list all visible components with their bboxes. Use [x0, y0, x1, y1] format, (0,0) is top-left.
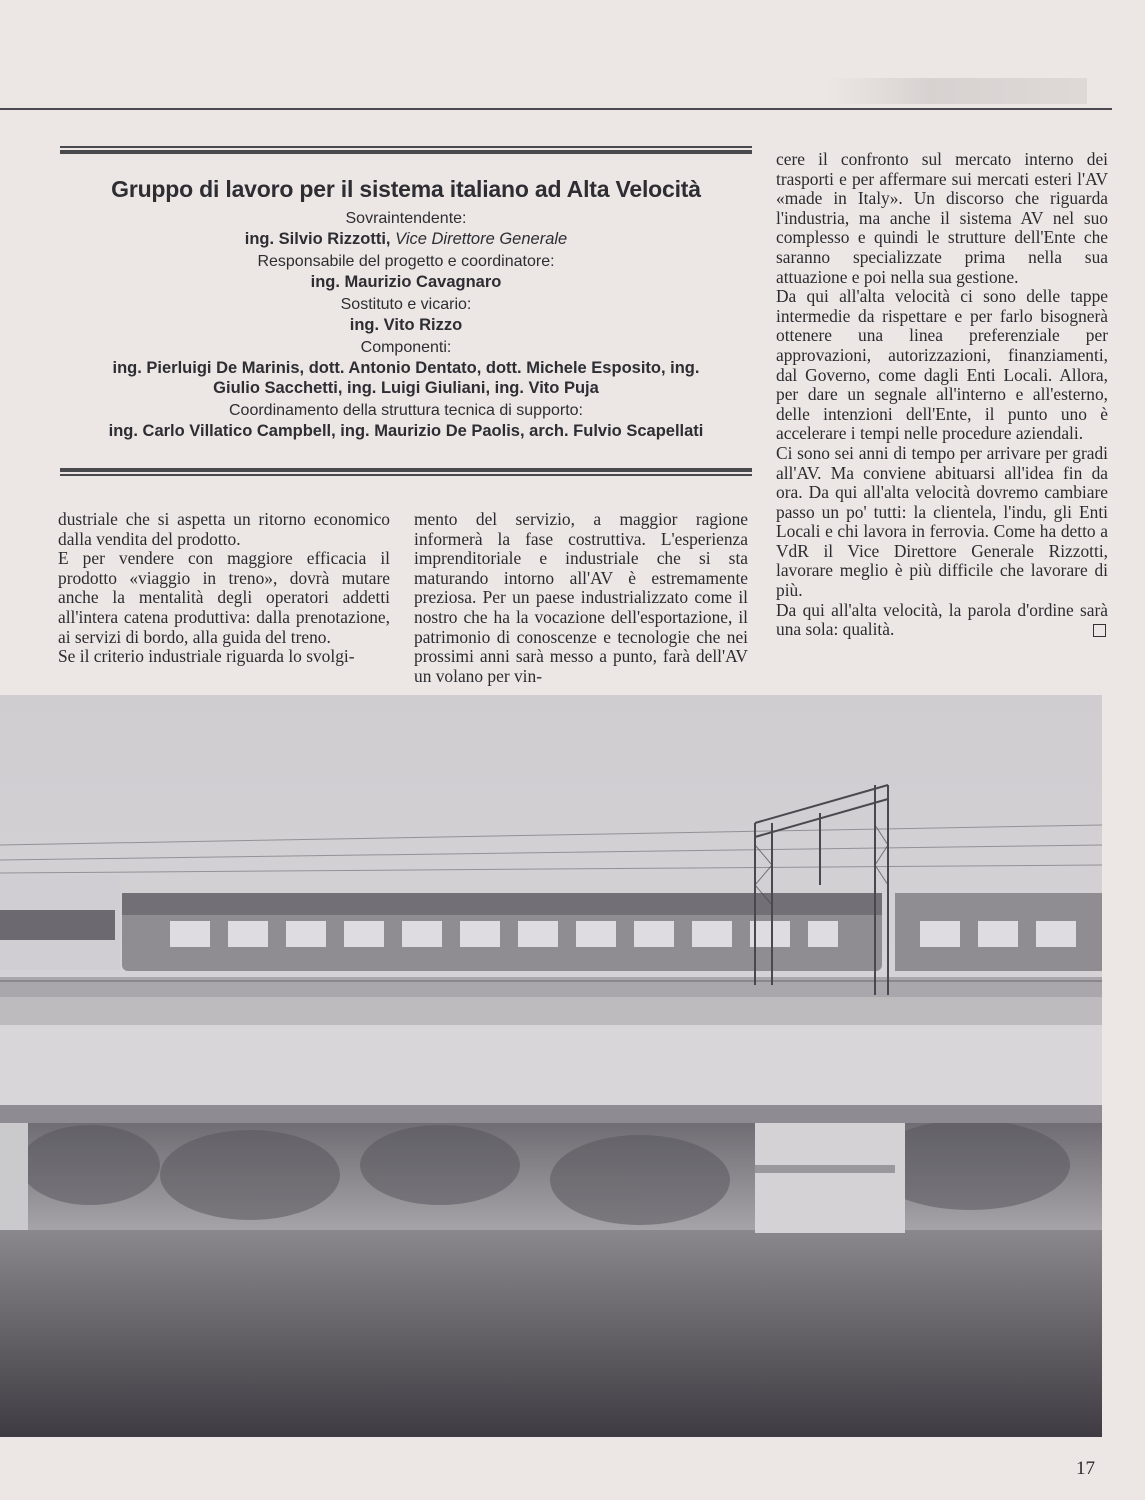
train-on-viaduct-photo	[0, 695, 1102, 1437]
paragraph-final	[776, 601, 1108, 640]
names-support: ing. Carlo Villatico Campbell, ing. Maurizio De Paolis, arch. Fulvio Scapellati	[108, 422, 704, 440]
end-mark-icon	[1093, 624, 1106, 637]
name-vicar: ing. Vito Rizzo	[349, 316, 463, 334]
page-number: 17	[1076, 1458, 1095, 1479]
name-superintendent	[60, 229, 752, 249]
working-group-box	[60, 168, 752, 441]
article-column-1	[58, 510, 390, 667]
paragraph: dustriale che si aspetta un ritorno economico dalla vendita del prodotto.	[58, 509, 390, 549]
header-rule	[0, 108, 1112, 110]
paragraph: Ci sono sei anni di tempo per arrivare per gradi all'AV. Ma conviene abituarsi all'idea fin da ora. Da qui all'alta velocità dovremo cambiare passo un po' tutti: la clientela, l'indu, gli Enti Locali e chi lavora in ferrovia. Come ha detto a VdR il Vice Direttore Generale Rizzotti, lavorare meglio è più difficile che lavorare di più.	[776, 442, 1108, 601]
paragraph: E per vendere con maggiore efficacia il prodotto «viaggio in treno», dovrà mutare anche la mentalità degli operatori addetti all'intera catena produttiva: dalla prenotazione, ai servizi di bordo, alla guida del treno.	[58, 548, 390, 647]
box-top-rule	[60, 146, 752, 154]
name-superintendent-text: ing. Silvio Rizzotti,	[244, 230, 391, 248]
box-bottom-rule	[60, 468, 752, 476]
role-members: Componenti:	[360, 339, 452, 356]
paragraph: Da qui all'alta velocità ci sono delle tappe intermedie da rispettare e per farlo bisognerà ottenere una linea preferenziale per approvazioni, autorizzazioni, finanziamenti, dal Governo, come dagli Enti Locali. Allora, per dare un segnale all'interno e all'esterno, delle intenzioni dell'Ente, il punto uno è accelerare i tempi nelle procedure aziendali.	[776, 286, 1108, 444]
article-column-2	[414, 510, 748, 686]
bleed-through-header	[827, 78, 1087, 104]
paragraph-final-text: Da qui all'alta velocità, la parola d'ordine sarà una sola: qualità.	[776, 599, 1108, 640]
group-title: Gruppo di lavoro per il sistema italiano ad Alta Velocità	[111, 176, 701, 202]
paragraph: mento del servizio, a maggior ragione informerà la fase costruttiva. L'esperienza imprenditoriale e industriale che si sta maturando intorno all'AV è estremamente preziosa. Per un paese industrializzato come il nostro che ha la vocazione dell'esportazione, il patrimonio di conoscenze e tecnologie che nei prossimi anni sarà messo a punto, farà dell'AV un volano per vin-	[414, 509, 748, 686]
role-coordinator: Responsabile del progetto e coordinatore:	[257, 253, 555, 270]
role-support: Coordinamento della struttura tecnica di supporto:	[229, 402, 583, 419]
names-members-line1: ing. Pierluigi De Marinis, dott. Antonio Dentato, dott. Michele Esposito, ing.	[112, 359, 700, 377]
article-column-3	[776, 150, 1108, 640]
role-vicar: Sostituto e vicario:	[340, 296, 472, 313]
name-coordinator: ing. Maurizio Cavagnaro	[310, 273, 502, 291]
names-members-line2: Giulio Sacchetti, ing. Luigi Giuliani, ing. Vito Puja	[213, 379, 599, 397]
name-superintendent-title: Vice Direttore Generale	[395, 230, 568, 248]
paragraph: Se il criterio industriale riguarda lo svolgi-	[58, 646, 355, 667]
paragraph: cere il confronto sul mercato interno dei trasporti e per affermare sui mercati esteri l'AV «made in Italy». Un discorso che riguarda l'industria, ma anche il sistema AV nel suo complesso e quindi le strutture dell'Ente che saranno specializzate prima nella sua attuazione e poi nella sua gestione.	[776, 149, 1108, 287]
role-superintendent: Sovraintendente:	[345, 210, 467, 227]
